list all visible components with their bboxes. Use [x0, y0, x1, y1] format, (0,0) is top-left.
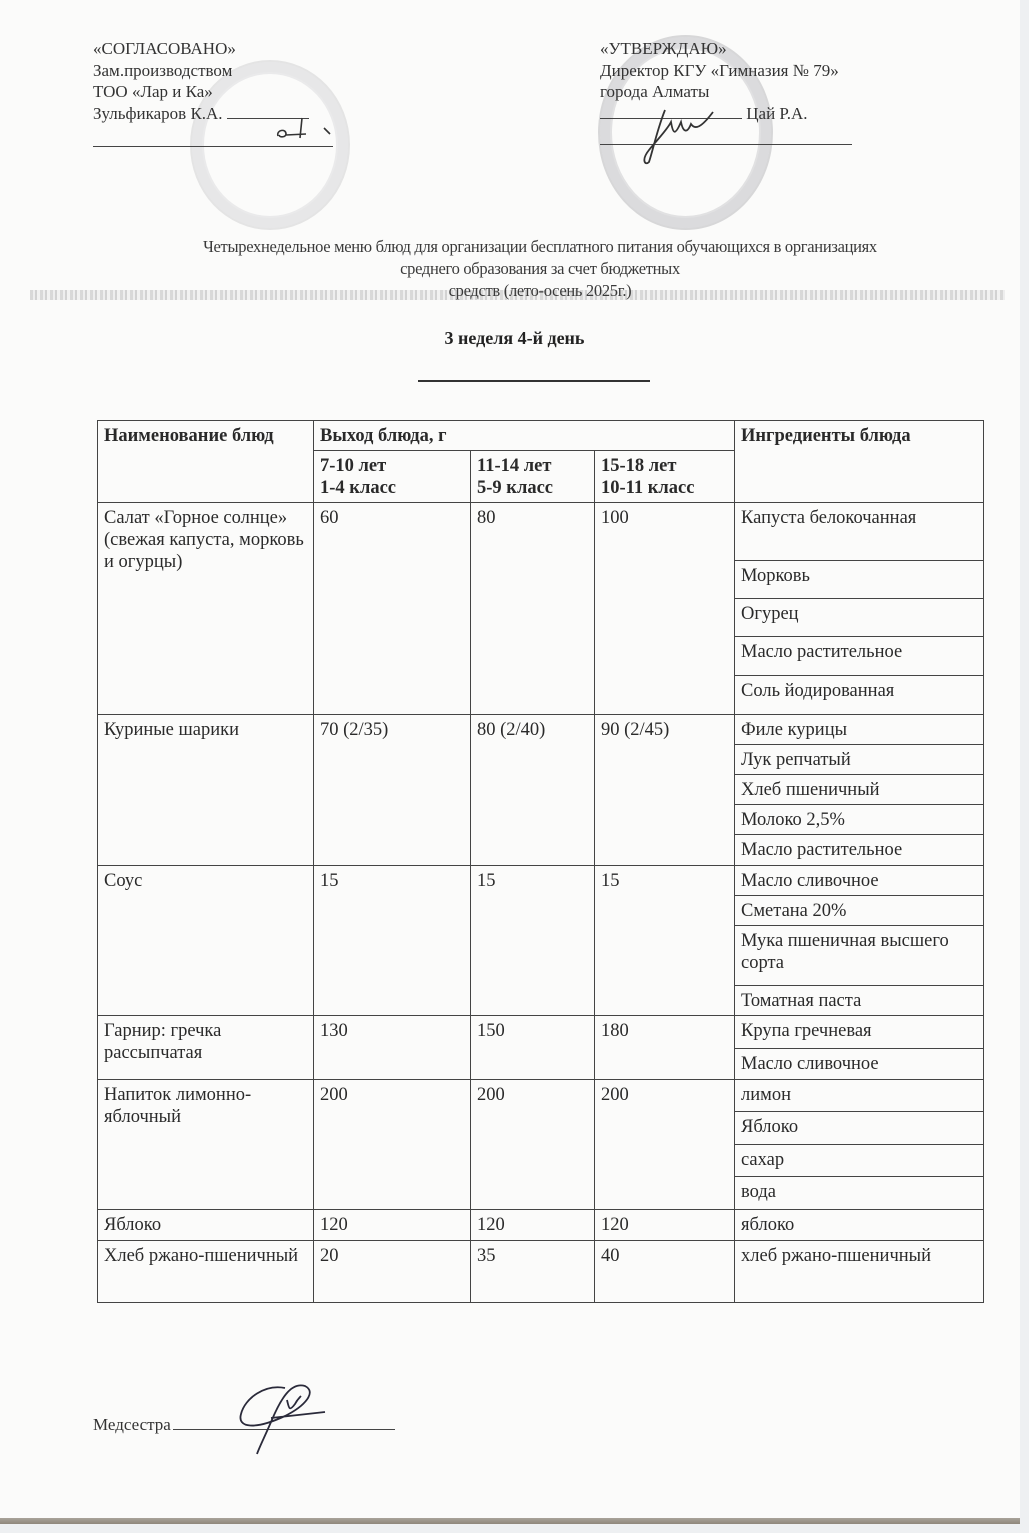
approved-signer-name: Цай Р.А.: [746, 103, 808, 123]
table-row: [98, 715, 984, 745]
yield-age-2: 15: [471, 866, 595, 1016]
ingredient: лимон: [735, 1080, 984, 1112]
ingredient: Морковь: [735, 561, 984, 599]
table-row: [98, 1241, 984, 1303]
page-edge: [0, 1518, 1020, 1524]
yield-age-2: 120: [471, 1210, 595, 1241]
ingredient: Филе курицы: [735, 715, 984, 745]
table-row: [98, 503, 984, 561]
yield-age-3: 100: [595, 503, 735, 715]
ingredient: Томатная паста: [735, 986, 984, 1016]
title-line-2: среднего образования за счет бюджетных: [400, 259, 680, 278]
title-line-3: средств (лето-осень 2025г.): [448, 281, 632, 300]
ingredient: сахар: [735, 1145, 984, 1177]
approved-heading: «УТВЕРЖДАЮ»: [600, 39, 727, 58]
yield-age-3: 200: [595, 1080, 735, 1210]
table-header-row: [98, 421, 984, 451]
yield-age-1: 15: [314, 866, 471, 1016]
header-dish-name: Наименование блюд: [98, 421, 314, 503]
agreed-date-line: [93, 146, 333, 147]
ingredient: вода: [735, 1177, 984, 1210]
yield-age-2: 150: [471, 1016, 595, 1080]
ingredient: Сметана 20%: [735, 896, 984, 926]
table-row: [98, 1210, 984, 1241]
dish-name: Напиток лимонно-яблочный: [98, 1080, 314, 1210]
agreed-organization: ТОО «Лар и Ка»: [93, 82, 213, 101]
ingredient: Молоко 2,5%: [735, 805, 984, 835]
table-row: [98, 1016, 984, 1049]
ingredient: Масло сливочное: [735, 1049, 984, 1080]
menu-day-title: 3 неделя 4-й день: [444, 328, 585, 348]
ingredient: Масло растительное: [735, 637, 984, 676]
ingredient: Масло растительное: [735, 835, 984, 866]
title-underline: [418, 380, 650, 382]
yield-age-1: 120: [314, 1210, 471, 1241]
header-age-group-3: 15-18 лет 10-11 класс: [595, 451, 735, 503]
yield-age-3: 180: [595, 1016, 735, 1080]
header-ingredients: Ингредиенты блюда: [735, 421, 984, 503]
signature-icon: [272, 108, 342, 144]
yield-age-2: 200: [471, 1080, 595, 1210]
yield-age-2: 35: [471, 1241, 595, 1303]
yield-age-1: 200: [314, 1080, 471, 1210]
yield-age-1: 60: [314, 503, 471, 715]
dish-name: Хлеб ржано-пшеничный: [98, 1241, 314, 1303]
header-age-group-1: 7-10 лет 1-4 класс: [314, 451, 471, 503]
agreed-signer-name: Зульфикаров К.А.: [93, 103, 223, 123]
ingredient: Хлеб пшеничный: [735, 775, 984, 805]
menu-table: [97, 420, 984, 1303]
dish-name: Куриные шарики: [98, 715, 314, 866]
yield-age-3: 90 (2/45): [595, 715, 735, 866]
ingredient: Огурец: [735, 599, 984, 637]
yield-age-2: 80 (2/40): [471, 715, 595, 866]
ingredient: Лук репчатый: [735, 745, 984, 775]
header-yield: Выход блюда, г: [314, 421, 735, 451]
ingredient: Соль йодированная: [735, 676, 984, 715]
yield-age-1: 130: [314, 1016, 471, 1080]
ingredient: Мука пшеничная высшего сорта: [735, 926, 984, 986]
yield-age-1: 70 (2/35): [314, 715, 471, 866]
dish-name: Соус: [98, 866, 314, 1016]
yield-age-3: 120: [595, 1210, 735, 1241]
nurse-label: Медсестра: [93, 1415, 171, 1434]
ingredient: Крупа гречневая: [735, 1016, 984, 1049]
yield-age-3: 40: [595, 1241, 735, 1303]
agreed-heading: «СОГЛАСОВАНО»: [93, 39, 236, 58]
dish-name: Гарнир: гречка рассыпчатая: [98, 1016, 314, 1080]
dish-name: Салат «Горное солнце» (свежая капуста, морковь и огурцы): [98, 503, 314, 715]
ingredient: яблоко: [735, 1210, 984, 1241]
nurse-signature-icon: [225, 1378, 335, 1462]
header-age-group-2: 11-14 лет 5-9 класс: [471, 451, 595, 503]
table-row: [98, 866, 984, 896]
dish-name: Яблоко: [98, 1210, 314, 1241]
yield-age-1: 20: [314, 1241, 471, 1303]
ingredient: Капуста белокочанная: [735, 503, 984, 561]
approved-position: Директор КГУ «Гимназия № 79»: [600, 60, 839, 80]
director-signature-icon: [635, 100, 725, 170]
document-title: [60, 236, 1020, 302]
ingredient: хлеб ржано-пшеничный: [735, 1241, 984, 1303]
table-row: [98, 1080, 984, 1112]
approved-city: города Алматы: [600, 82, 710, 101]
agreed-position: Зам.производством: [93, 60, 233, 80]
title-line-1: Четырехнедельное меню блюд для организации бесплатного питания обучающихся в организациях: [203, 237, 877, 256]
yield-age-3: 15: [595, 866, 735, 1016]
ingredient: Масло сливочное: [735, 866, 984, 896]
ingredient: Яблоко: [735, 1112, 984, 1145]
yield-age-2: 80: [471, 503, 595, 715]
